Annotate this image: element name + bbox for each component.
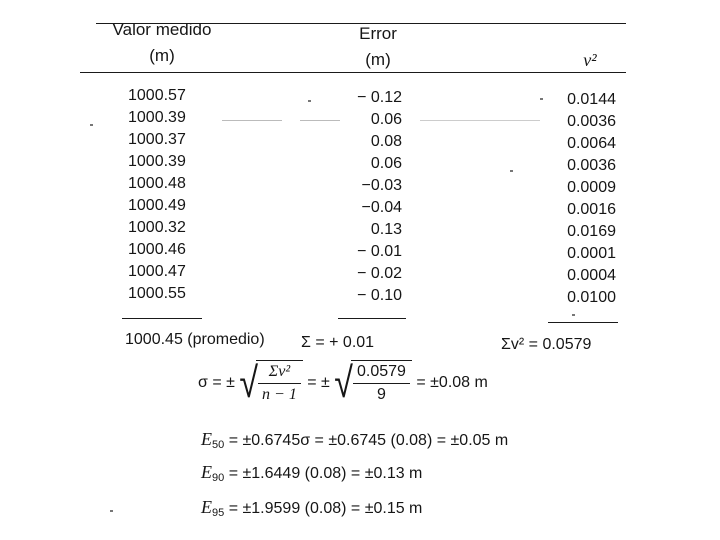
table-cell-v2: 0.0036 bbox=[567, 157, 616, 174]
valor-total-rule bbox=[122, 318, 202, 319]
table-cell-v2: 0.0009 bbox=[567, 179, 616, 196]
table-cell-error: 0.06 bbox=[370, 155, 402, 172]
table-cell-v2: 0.0064 bbox=[567, 135, 616, 152]
header-error-label: Error bbox=[359, 24, 397, 43]
top-rule bbox=[96, 23, 626, 24]
error-column bbox=[330, 87, 402, 307]
scan-speck bbox=[420, 120, 540, 121]
table-cell-valor: 1000.39 bbox=[128, 153, 186, 170]
scan-speck bbox=[300, 120, 340, 121]
header-error bbox=[348, 24, 408, 70]
header-valor-unit: (m) bbox=[149, 46, 175, 65]
sigma-radicand bbox=[256, 360, 303, 406]
sigma-numerator-2: 0.0579 bbox=[353, 361, 410, 384]
mean-value: 1000.45 (promedio) bbox=[125, 331, 265, 348]
table-cell-error: −0.04 bbox=[361, 199, 402, 216]
e90-expression: = ±1.6449 (0.08) = ±0.13 m bbox=[228, 465, 423, 482]
sum-error: Σ = + 0.01 bbox=[301, 334, 375, 351]
e95-subscript: 95 bbox=[212, 507, 225, 519]
e95-expression: = ±1.9599 (0.08) = ±0.15 m bbox=[228, 500, 423, 517]
e90-symbol: E bbox=[201, 462, 212, 482]
scan-speck bbox=[110, 510, 113, 512]
header-valor bbox=[104, 20, 220, 66]
header-v2: v² bbox=[583, 50, 597, 70]
table-cell-valor: 1000.32 bbox=[128, 219, 186, 236]
table-cell-v2: 0.0169 bbox=[567, 223, 616, 240]
header-error-unit: (m) bbox=[365, 50, 391, 69]
table-cell-error: − 0.10 bbox=[357, 287, 402, 304]
e50-subscript: 50 bbox=[212, 439, 225, 451]
scan-speck bbox=[510, 170, 513, 172]
sqrt-icon: √ bbox=[239, 359, 259, 407]
table-cell-error: −0.03 bbox=[361, 177, 402, 194]
table-cell-v2: 0.0100 bbox=[567, 289, 616, 306]
sigma-result: = ±0.08 m bbox=[416, 374, 488, 392]
e50-expression: = ±0.6745σ = ±0.6745 (0.08) = ±0.05 m bbox=[228, 432, 509, 449]
table-cell-valor: 1000.47 bbox=[128, 263, 186, 280]
sigma-mid: = ± bbox=[307, 374, 330, 392]
scan-speck bbox=[572, 314, 575, 316]
sigma-denominator-2: 9 bbox=[376, 386, 386, 403]
table-cell-error: − 0.12 bbox=[357, 89, 402, 106]
e90-equation bbox=[201, 461, 422, 489]
e95-equation bbox=[201, 496, 422, 524]
sigma-radicand-2 bbox=[351, 360, 412, 406]
table-cell-v2: 0.0144 bbox=[567, 91, 616, 108]
e50-symbol: E bbox=[201, 429, 212, 449]
header-rule bbox=[80, 72, 626, 73]
table-cell-v2: 0.0016 bbox=[567, 201, 616, 218]
table-cell-v2: 0.0001 bbox=[567, 245, 616, 262]
sigma-denominator: n − 1 bbox=[262, 386, 297, 403]
v2-total-rule bbox=[548, 322, 618, 323]
valor-column bbox=[128, 85, 228, 305]
e50-equation bbox=[201, 428, 508, 456]
sigma-equation bbox=[198, 360, 488, 406]
table-cell-error: − 0.01 bbox=[357, 243, 402, 260]
table-cell-v2: 0.0036 bbox=[567, 113, 616, 130]
table-cell-v2: 0.0004 bbox=[567, 267, 616, 284]
scan-speck bbox=[308, 100, 311, 102]
table-cell-valor: 1000.39 bbox=[128, 109, 186, 126]
table-cell-error: − 0.02 bbox=[357, 265, 402, 282]
sigma-fraction bbox=[258, 361, 301, 406]
table-cell-valor: 1000.57 bbox=[128, 87, 186, 104]
header-valor-label: Valor medido bbox=[112, 20, 212, 39]
sigma-numerator: Σv² bbox=[258, 361, 301, 384]
scan-speck bbox=[90, 124, 93, 126]
table-cell-valor: 1000.46 bbox=[128, 241, 186, 258]
sqrt-icon: √ bbox=[334, 359, 353, 407]
e90-subscript: 90 bbox=[212, 472, 225, 484]
table-cell-valor: 1000.48 bbox=[128, 175, 186, 192]
table-cell-error: 0.13 bbox=[370, 221, 402, 238]
sum-v2: Σv² = 0.0579 bbox=[501, 336, 592, 353]
table-cell-valor: 1000.55 bbox=[128, 285, 186, 302]
scan-speck bbox=[222, 120, 282, 121]
table-cell-error: 0.08 bbox=[370, 133, 402, 150]
sigma-fraction-2 bbox=[353, 361, 410, 406]
v2-column bbox=[550, 89, 616, 309]
table-cell-valor: 1000.37 bbox=[128, 131, 186, 148]
sigma-lhs: σ = ± bbox=[198, 374, 235, 392]
scan-speck bbox=[540, 98, 543, 100]
table-cell-valor: 1000.49 bbox=[128, 197, 186, 214]
e95-symbol: E bbox=[201, 497, 212, 517]
table-cell-error: 0.06 bbox=[370, 111, 402, 128]
error-total-rule bbox=[338, 318, 406, 319]
